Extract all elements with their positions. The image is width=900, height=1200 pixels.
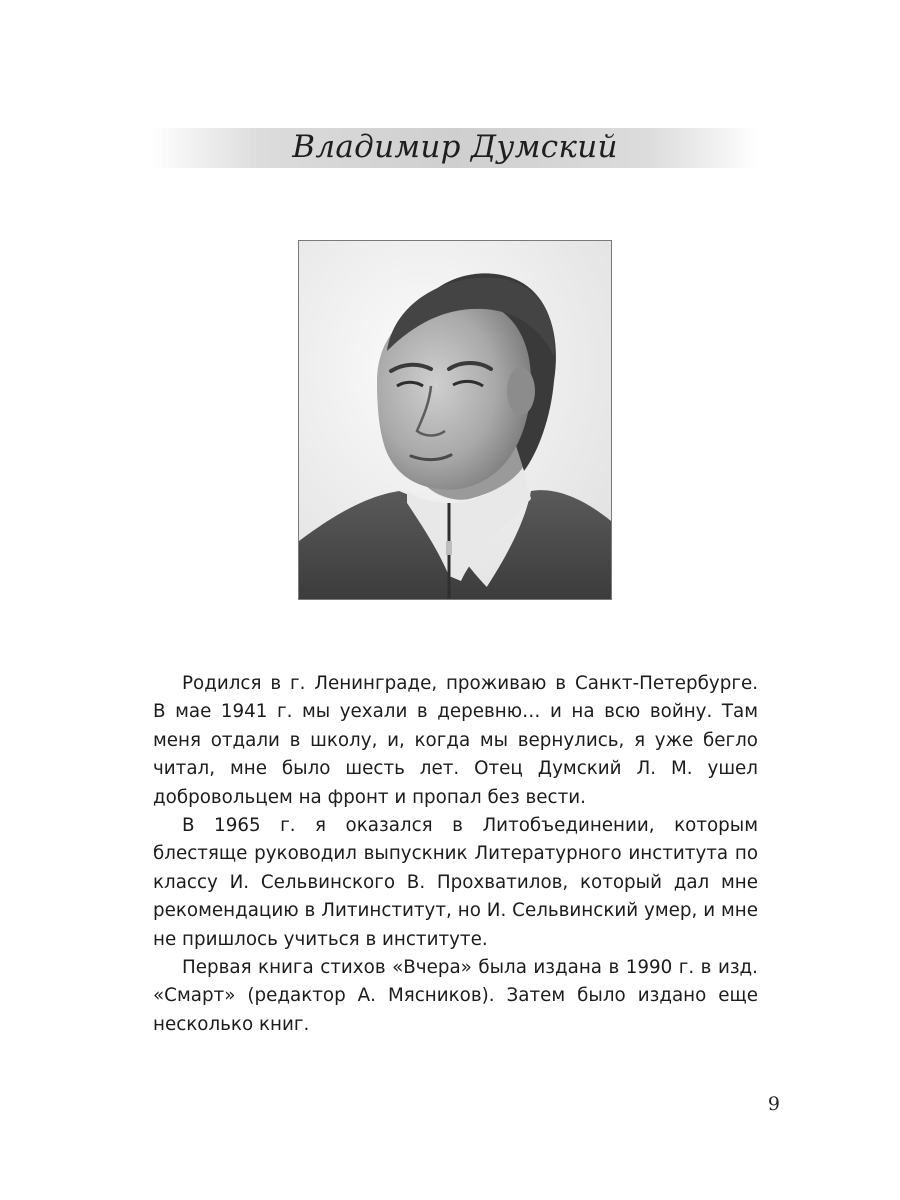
- biography-paragraph-3: Первая книга стихов «Вчера» была издана в 1990 г. в изд. «Смарт» (редактор А. Мясников). Затем было издано еще несколько книг.: [153, 957, 758, 1035]
- biography-text: [153, 670, 758, 1039]
- biography-paragraph-2: В 1965 г. я оказался в Литобъединении, которым блестяще руководил выпускник Литературного института по классу И. Сельвинского В. Прохватилов, который дал мне рекомендацию в Литинститут, но И. Сельвинский умер, и мне не пришлось учиться в институте.: [153, 815, 758, 950]
- page-number: 9: [767, 1093, 780, 1115]
- page-title: Владимир Думский: [292, 129, 618, 165]
- author-photo: [298, 240, 612, 600]
- biography-paragraph-1: Родился в г. Ленинграде, проживаю в Санкт-Петербурге. В мае 1941 г. мы уехали в деревню… и на всю войну. Там меня отдали в школу, и, когда мы вернулись, я уже бегло читал, мне было шесть лет. Отец Думский Л. М. ушел добровольцем на фронт и пропал без вести.: [153, 673, 758, 808]
